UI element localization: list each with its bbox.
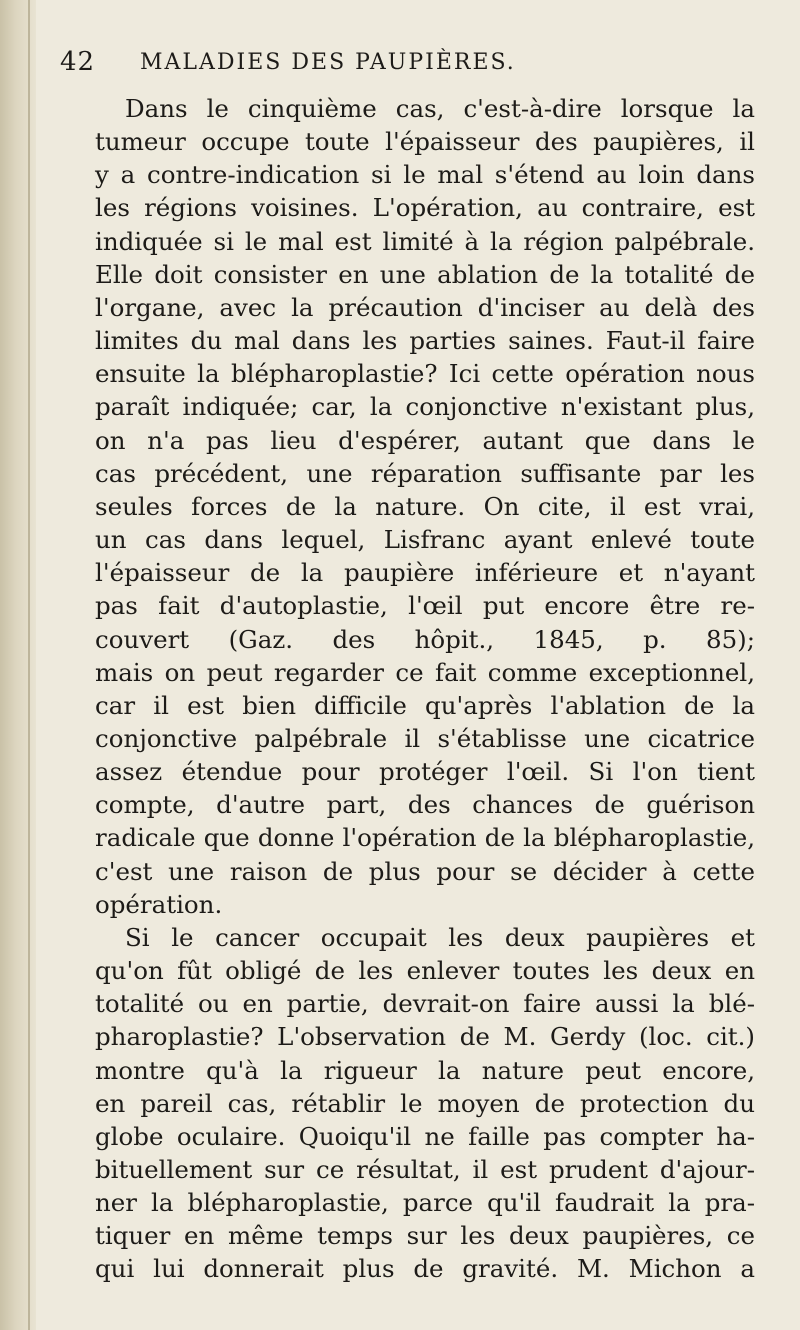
text-line: limites du mal dans les parties saines. Faut-il faire <box>95 326 755 356</box>
page-header <box>60 47 750 87</box>
text-line: tiquer en même temps sur les deux paupières, ce <box>95 1221 755 1251</box>
text-line: paraît indiquée; car, la conjonctive n'existant plus, <box>95 392 755 422</box>
text-line: Dans le cinquième cas, c'est-à-dire lorsque la <box>125 94 755 123</box>
text-line: montre qu'à la rigueur la nature peut encore, <box>95 1055 755 1085</box>
body-text <box>95 92 755 1286</box>
text-line: qui lui donnerait plus de gravité. M. Michon a <box>95 1254 755 1284</box>
page-number: 42 <box>60 47 96 77</box>
text-line: y a contre-indication si le mal s'étend au loin dans <box>95 160 755 190</box>
text-line: l'organe, avec la précaution d'inciser au delà des <box>95 292 755 322</box>
text-line: Si le cancer occupait les deux paupières et <box>125 922 755 952</box>
text-line: assez étendue pour protéger l'œil. Si l'on tient <box>95 757 755 787</box>
text-line: seules forces de la nature. On cite, il est vrai, <box>95 491 755 521</box>
text-line: radicale que donne l'opération de la blépharoplastie, <box>95 823 755 853</box>
text-line: mais on peut regarder ce fait comme exceptionnel, <box>95 657 755 687</box>
text-line: indiquée si le mal est limité à la région palpébrale. <box>95 226 755 256</box>
text-line: pas fait d'autoplastie, l'œil put encore être re- <box>95 591 755 621</box>
text-line: compte, d'autre part, des chances de guérison <box>95 790 755 820</box>
text-line: globe oculaire. Quoiqu'il ne faille pas compter ha- <box>95 1121 755 1151</box>
text-line: en pareil cas, rétablir le moyen de protection du <box>95 1088 755 1118</box>
text-line: tumeur occupe toute l'épaisseur des paupières, il <box>95 127 755 157</box>
text-line: couvert (Gaz. des hôpit., 1845, p. 85); <box>95 624 755 654</box>
text-line: c'est une raison de plus pour se décider à cette <box>95 856 755 886</box>
text-line: bituellement sur ce résultat, il est prudent d'ajour- <box>95 1155 755 1184</box>
text-line: car il est bien difficile qu'après l'ablation de la <box>95 690 755 720</box>
text-line: opération. <box>95 889 223 919</box>
text-line: l'épaisseur de la paupière inférieure et n'ayant <box>95 558 755 588</box>
text-line: un cas dans lequel, Lisfranc ayant enlevé toute <box>95 525 755 555</box>
text-line: cas précédent, une réparation suffisante par les <box>95 458 755 488</box>
text-line: conjonctive palpébrale il s'établisse une cicatrice <box>95 723 755 753</box>
text-line: Elle doit consister en une ablation de la totalité de <box>95 259 755 289</box>
text-line: pharoplastie? L'observation de M. Gerdy (loc. cit.) <box>95 1022 755 1052</box>
text-line: ner la blépharoplastie, parce qu'il faudrait la pra- <box>95 1188 755 1218</box>
running-head: MALADIES DES PAUPIÈRES. <box>140 50 516 75</box>
text-line: ensuite la blépharoplastie? Ici cette opération nous <box>95 359 755 389</box>
text-line: qu'on fût obligé de les enlever toutes les deux en <box>95 956 755 986</box>
text-line: on n'a pas lieu d'espérer, autant que dans le <box>95 425 755 455</box>
book-spine-edge <box>0 0 36 1330</box>
text-line: les régions voisines. L'opération, au contraire, est <box>95 193 755 223</box>
text-line: totalité ou en partie, devrait-on faire aussi la blé- <box>95 989 755 1019</box>
